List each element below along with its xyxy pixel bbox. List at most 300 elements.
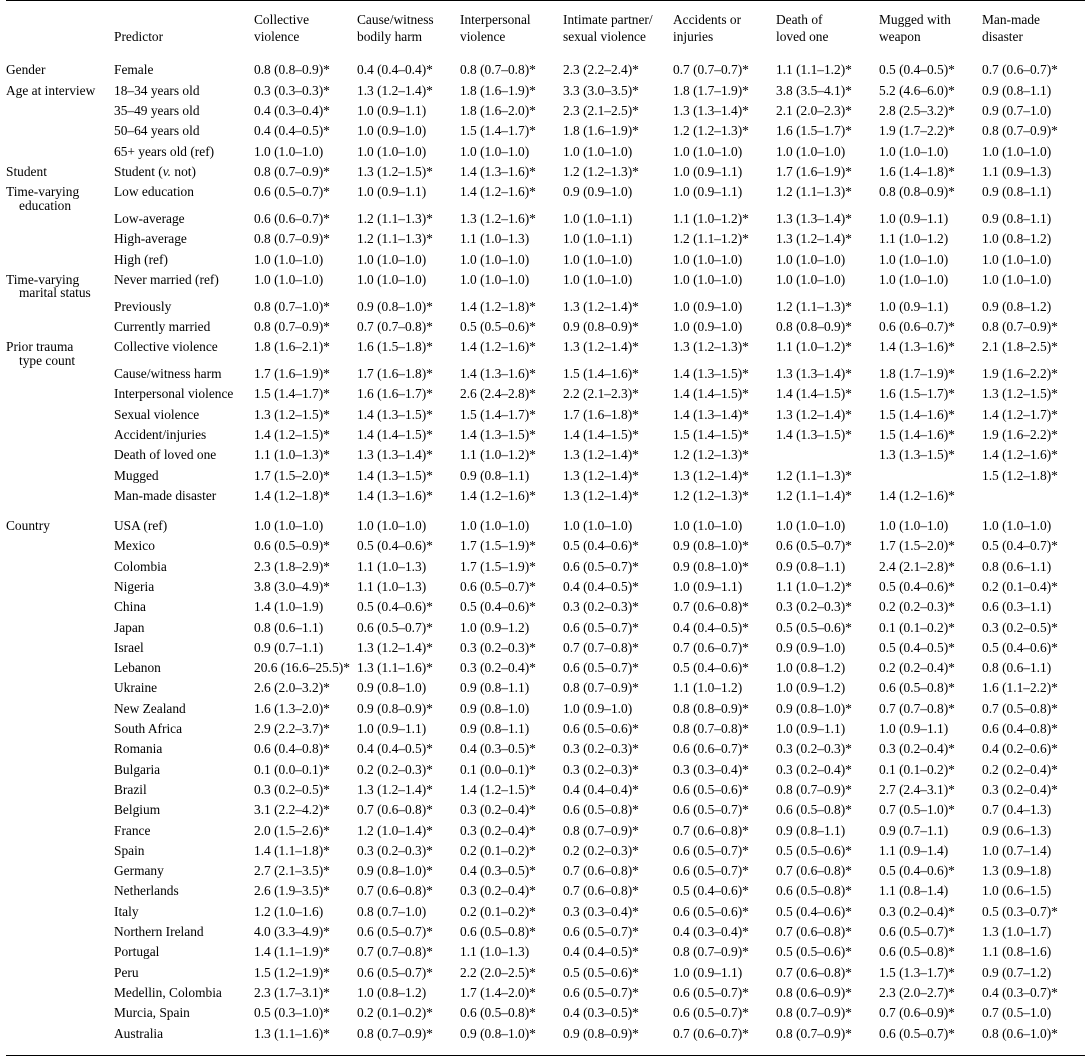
table-row: [6, 428, 1085, 448]
table-row: [6, 253, 1085, 273]
row-group-label: [6, 340, 114, 367]
data-cell: 1.0 (0.9–1.1): [673, 964, 743, 980]
data-cell: 0.7 (0.6–0.8)*: [563, 863, 639, 879]
data-cell: 0.7 (0.4–1.3): [982, 802, 1052, 818]
row-group-label-line2: education: [19, 197, 72, 213]
data-cell: 0.5 (0.4–0.6)*: [982, 639, 1058, 655]
row-predictor-label: High-average: [114, 231, 187, 247]
data-cell: 0.6 (0.5–0.8)*: [776, 802, 852, 818]
row-predictor-label: 18–34 years old: [114, 82, 200, 98]
table-row: [6, 340, 1085, 367]
data-cell: 1.8 (1.6–1.9)*: [460, 82, 536, 98]
row-group-label: [6, 300, 114, 320]
header-group-blank: [6, 1, 114, 55]
data-cell: 1.5 (1.4–1.7)*: [460, 123, 536, 139]
data-cell: 0.5 (0.5–0.6)*: [776, 842, 852, 858]
data-cell: 1.0 (0.9–1.1): [673, 578, 743, 594]
row-predictor-label: Previously: [114, 298, 172, 314]
data-cell: 1.1 (1.0–1.2)*: [776, 578, 852, 594]
data-cell: 1.3 (1.2–1.4)*: [357, 82, 433, 98]
row-predictor-label: Female: [114, 62, 154, 78]
table-row: [6, 367, 1085, 387]
row-group-label: [6, 448, 114, 468]
data-cell: 1.0 (1.0–1.0): [357, 518, 427, 534]
table-row: [6, 824, 1085, 844]
row-group-label: [6, 905, 114, 925]
data-cell: 1.1 (1.0–1.3): [357, 558, 427, 574]
data-cell: 2.1 (2.0–2.3)*: [776, 102, 852, 118]
data-cell: 2.3 (2.2–2.4)*: [563, 62, 639, 78]
data-cell: 0.5 (0.4–0.6)*: [357, 599, 433, 615]
row-predictor-label: Mexico: [114, 538, 155, 554]
row-group-label: Student: [6, 163, 47, 179]
table-row: [6, 722, 1085, 742]
data-cell: 0.9 (0.8–1.0)*: [776, 700, 852, 716]
data-cell: 0.6 (0.5–0.7)*: [357, 619, 433, 635]
row-group-label: [6, 212, 114, 232]
row-group-label: [6, 428, 114, 448]
table-row: [6, 641, 1085, 661]
row-group-label: [6, 864, 114, 884]
data-cell: 1.3 (1.1–1.6)*: [357, 660, 433, 676]
data-cell: 0.8 (0.6–1.1): [254, 619, 324, 635]
data-cell: 1.1 (1.0–1.2): [673, 680, 743, 696]
data-cell: 0.6 (0.5–0.7)*: [357, 924, 433, 940]
row-predictor-label: Collective violence: [114, 339, 218, 355]
data-cell: 0.7 (0.6–0.8)*: [776, 964, 852, 980]
data-cell: 1.0 (0.8–1.2): [357, 984, 427, 1000]
data-cell: 1.0 (1.0–1.0): [254, 251, 324, 267]
data-cell: 1.8 (1.6–2.1)*: [254, 339, 330, 355]
data-cell: 0.4 (0.3–0.4)*: [254, 102, 330, 118]
data-cell: 1.2 (1.1–1.3)*: [776, 184, 852, 200]
data-cell: 0.6 (0.5–0.7)*: [254, 184, 330, 200]
data-cell: 1.5 (1.4–1.6)*: [879, 406, 955, 422]
data-cell: 0.7 (0.6–0.8)*: [563, 883, 639, 899]
row-predictor-label: Japan: [114, 619, 145, 635]
data-cell: 0.4 (0.2–0.6)*: [982, 741, 1058, 757]
row-group-label: [6, 539, 114, 559]
data-cell: 1.3 (1.3–1.4)*: [357, 447, 433, 463]
data-cell: 2.1 (1.8–2.5)*: [982, 339, 1058, 355]
row-group-label: [6, 273, 114, 300]
table-row: [6, 560, 1085, 580]
header-death-of-loved-one: [776, 1, 879, 55]
data-cell: 1.0 (0.9–1.1): [357, 102, 427, 118]
data-cell: 1.3 (1.2–1.6)*: [460, 210, 536, 226]
table-row: [6, 681, 1085, 701]
data-cell: 1.2 (1.1–1.2)*: [673, 231, 749, 247]
data-cell: 0.9 (0.9–1.0): [776, 639, 846, 655]
data-cell: 1.4 (1.2–1.7)*: [982, 406, 1058, 422]
data-cell: 1.3 (1.2–1.4)*: [563, 467, 639, 483]
data-cell: 1.0 (1.0–1.0): [776, 251, 846, 267]
row-group-label-line2: type count: [19, 352, 76, 368]
header-intimate-line1: Intimate partner/: [563, 12, 653, 27]
data-cell: 0.8 (0.7–0.9)*: [254, 318, 330, 334]
data-cell: 2.8 (2.5–3.2)*: [879, 102, 955, 118]
row-group-label: [6, 742, 114, 762]
data-cell: 0.3 (0.2–0.4)*: [460, 883, 536, 899]
row-group-label: [6, 986, 114, 1006]
row-group-label: [6, 145, 114, 165]
row-predictor-label: High (ref): [114, 251, 168, 267]
data-cell: 0.3 (0.2–0.3)*: [776, 599, 852, 615]
data-cell: 0.8 (0.6–0.9)*: [776, 984, 852, 1000]
data-cell: 0.8 (0.7–1.0): [357, 903, 427, 919]
data-cell: 2.2 (2.0–2.5)*: [460, 964, 536, 980]
data-cell: 0.2 (0.1–0.4)*: [982, 578, 1058, 594]
bottom-rule-cell: [6, 1047, 1085, 1056]
data-cell: 1.5 (1.4–1.5)*: [673, 426, 749, 442]
table-row: [6, 124, 1085, 144]
data-cell: 0.9 (0.9–1.0): [563, 184, 633, 200]
data-cell: 1.6 (1.5–1.8)*: [357, 339, 433, 355]
data-cell: 1.3 (1.2–1.5)*: [254, 406, 330, 422]
row-predictor-label: Israel: [114, 639, 144, 655]
row-predictor-label: Low education: [114, 184, 194, 200]
data-cell: 1.6 (1.4–1.8)*: [879, 163, 955, 179]
data-cell-empty: [879, 469, 982, 489]
data-cell: 0.9 (0.8–1.1): [776, 822, 846, 838]
data-cell: 0.6 (0.5–0.7)*: [673, 863, 749, 879]
row-predictor-label: USA (ref): [114, 518, 168, 534]
table-row: [6, 300, 1085, 320]
header-accidents-line1: Accidents or: [673, 12, 742, 27]
row-group-label: [6, 824, 114, 844]
table-row: [6, 1027, 1085, 1047]
row-group-label-line1: Prior trauma: [6, 339, 74, 355]
data-cell: 0.6 (0.5–0.7)*: [673, 1005, 749, 1021]
data-cell: 0.4 (0.4–0.5)*: [673, 619, 749, 635]
data-cell: 0.5 (0.5–0.6)*: [563, 964, 639, 980]
data-cell: 0.5 (0.5–0.6)*: [776, 619, 852, 635]
row-predictor-label: 35–49 years old: [114, 102, 200, 118]
row-predictor-label: Never married (ref): [114, 271, 219, 287]
row-group-label: Country: [6, 518, 50, 534]
data-cell: 1.2 (1.1–1.3)*: [357, 210, 433, 226]
data-cell: 0.9 (0.8–1.0): [357, 680, 427, 696]
data-cell: 1.4 (1.1–1.8)*: [254, 842, 330, 858]
data-cell: 1.0 (1.0–1.0): [563, 518, 633, 534]
row-predictor-label: New Zealand: [114, 700, 186, 716]
data-cell: 0.9 (0.8–1.1): [460, 721, 530, 737]
row-predictor-label: Cause/witness harm: [114, 366, 222, 382]
data-cell: 2.0 (1.5–2.6)*: [254, 822, 330, 838]
data-cell: 1.4 (1.4–1.5)*: [357, 426, 433, 442]
table-row: [6, 145, 1085, 165]
header-collective-line2: violence: [254, 29, 300, 45]
data-cell: 0.8 (0.7–0.9)*: [982, 318, 1058, 334]
table-row: [6, 600, 1085, 620]
data-cell: 0.5 (0.4–0.6)*: [879, 578, 955, 594]
data-cell: 0.9 (0.7–1.0): [982, 102, 1052, 118]
row-group-label: Gender: [6, 62, 46, 78]
header-cause-line1: Cause/witness: [357, 12, 434, 27]
data-cell: 1.0 (1.0–1.0): [460, 251, 530, 267]
data-cell: 0.5 (0.4–0.6)*: [563, 538, 639, 554]
data-cell: 0.9 (0.8–0.9)*: [357, 700, 433, 716]
data-cell: 2.6 (2.0–3.2)*: [254, 680, 330, 696]
data-cell: 1.4 (1.2–1.6)*: [879, 487, 955, 503]
data-cell: 0.6 (0.5–0.8)*: [563, 802, 639, 818]
data-cell: 1.5 (1.4–1.6)*: [563, 366, 639, 382]
row-group-label: [6, 1006, 114, 1026]
data-cell: 0.7 (0.7–0.8)*: [357, 944, 433, 960]
data-cell: 0.7 (0.6–0.9)*: [879, 1005, 955, 1021]
header-accidents-or-injuries: [673, 1, 776, 55]
row-predictor-label: South Africa: [114, 721, 183, 737]
data-cell: 0.5 (0.4–0.5)*: [879, 62, 955, 78]
data-cell: 0.6 (0.5–0.7)*: [460, 578, 536, 594]
table-row: [6, 945, 1085, 965]
data-cell: 1.5 (1.4–1.7)*: [460, 406, 536, 422]
data-cell: 2.3 (1.7–3.1)*: [254, 984, 330, 1000]
data-cell: 0.6 (0.5–0.7)*: [776, 538, 852, 554]
data-cell: 0.6 (0.5–0.8)*: [460, 1005, 536, 1021]
table-row: [6, 320, 1085, 340]
data-cell: 2.3 (2.0–2.7)*: [879, 984, 955, 1000]
data-cell: 1.5 (1.3–1.7)*: [879, 964, 955, 980]
data-cell: 1.4 (1.3–1.6)*: [460, 366, 536, 382]
table-row: [6, 84, 1085, 104]
row-predictor-label: Nigeria: [114, 578, 155, 594]
data-cell: 1.0 (0.6–1.5): [982, 883, 1052, 899]
table-row: [6, 884, 1085, 904]
table-row: [6, 212, 1085, 232]
data-cell: 1.3 (1.3–1.4)*: [776, 210, 852, 226]
data-cell: 0.9 (0.8–1.1): [982, 184, 1052, 200]
data-cell: 1.7 (1.4–2.0)*: [460, 984, 536, 1000]
data-cell: 0.6 (0.5–0.7)*: [563, 558, 639, 574]
row-predictor-label: Netherlands: [114, 883, 179, 899]
table-header: [6, 1, 1085, 55]
row-predictor-label: Death of loved one: [114, 447, 217, 463]
data-cell: 1.2 (1.2–1.3)*: [673, 123, 749, 139]
row-group-label: [6, 469, 114, 489]
row-group-label: [6, 408, 114, 428]
data-cell: 0.8 (0.7–1.0)*: [254, 298, 330, 314]
data-cell: 0.6 (0.5–0.7)*: [563, 984, 639, 1000]
data-cell: 0.6 (0.5–0.7)*: [673, 802, 749, 818]
data-cell: 1.3 (1.2–1.4)*: [563, 447, 639, 463]
data-cell: 0.5 (0.4–0.6)*: [776, 903, 852, 919]
data-cell: 0.1 (0.1–0.2)*: [879, 619, 955, 635]
header-collective-line1: Collective: [254, 12, 310, 27]
data-cell: 1.4 (1.4–1.5)*: [776, 386, 852, 402]
data-cell: 0.9 (0.7–1.1): [254, 639, 324, 655]
row-group-label: [6, 124, 114, 144]
row-group-label: [6, 722, 114, 742]
data-cell: 0.8 (0.6–1.0)*: [982, 1025, 1058, 1041]
data-cell: 0.1 (0.0–0.1)*: [254, 761, 330, 777]
data-cell: 0.6 (0.5–0.6)*: [673, 781, 749, 797]
row-predictor-label: Italy: [114, 903, 139, 919]
data-cell: 1.0 (1.0–1.0): [460, 143, 530, 159]
data-cell: 0.8 (0.7–0.9)*: [563, 680, 639, 696]
row-group-label: [6, 783, 114, 803]
data-cell: 1.0 (0.9–1.1): [673, 184, 743, 200]
data-cell: 1.4 (1.4–1.5)*: [563, 426, 639, 442]
data-cell: 0.1 (0.1–0.2)*: [879, 761, 955, 777]
data-cell: 1.0 (1.0–1.0): [460, 518, 530, 534]
row-predictor-label: Ukraine: [114, 680, 158, 696]
data-cell: 0.2 (0.2–0.3)*: [879, 599, 955, 615]
data-cell: 2.7 (2.1–3.5)*: [254, 863, 330, 879]
row-group-label: [6, 367, 114, 387]
data-cell: 0.8 (0.7–0.9)*: [982, 123, 1058, 139]
data-cell: 1.9 (1.7–2.2)*: [879, 123, 955, 139]
data-cell: 0.4 (0.3–0.7)*: [982, 984, 1058, 1000]
header-row: [6, 1, 1085, 55]
data-cell: 1.0 (1.0–1.0): [460, 271, 530, 287]
data-cell: 1.0 (1.0–1.0): [563, 251, 633, 267]
data-cell: 0.4 (0.3–0.4)*: [673, 924, 749, 940]
data-cell: 0.5 (0.5–0.6)*: [776, 944, 852, 960]
table-row: [6, 408, 1085, 428]
data-cell: 0.7 (0.5–1.0): [982, 1005, 1052, 1021]
data-cell: 1.0 (1.0–1.0): [254, 518, 324, 534]
data-cell: 0.7 (0.6–0.8)*: [673, 822, 749, 838]
data-cell: 1.0 (1.0–1.0): [982, 143, 1052, 159]
row-group-label-line2: marital status: [19, 285, 91, 301]
data-cell: 0.2 (0.2–0.3)*: [563, 842, 639, 858]
header-manmade-line2: disaster: [982, 29, 1023, 45]
data-cell: 1.1 (0.8–1.4): [879, 883, 949, 899]
data-cell: 1.1 (1.0–1.2)*: [460, 447, 536, 463]
data-cell: 0.7 (0.6–0.8)*: [776, 863, 852, 879]
data-cell: 1.4 (1.3–1.6)*: [460, 163, 536, 179]
data-cell: 1.6 (1.1–2.2)*: [982, 680, 1058, 696]
row-group-label: [6, 844, 114, 864]
data-cell: 0.8 (0.7–0.9)*: [563, 822, 639, 838]
data-cell: 0.9 (0.8–1.0)*: [357, 863, 433, 879]
data-cell: 0.5 (0.3–1.0)*: [254, 1005, 330, 1021]
data-cell: 0.5 (0.5–0.6)*: [460, 318, 536, 334]
table-row: [6, 661, 1085, 681]
data-cell: 0.6 (0.5–0.8)*: [879, 944, 955, 960]
data-cell: 1.0 (0.9–1.1): [879, 721, 949, 737]
header-cause-witness-bodily-harm: [357, 1, 460, 55]
data-cell: 0.6 (0.5–0.7)*: [673, 984, 749, 1000]
data-cell: 1.0 (1.0–1.0): [254, 143, 324, 159]
data-cell: 1.0 (0.9–1.1): [776, 721, 846, 737]
data-cell: 0.7 (0.6–0.8)*: [357, 802, 433, 818]
row-predictor-label: Germany: [114, 863, 164, 879]
header-death-line1: Death of: [776, 12, 823, 27]
row-group-label-line1: Time-varying: [6, 184, 80, 200]
table-row: [6, 864, 1085, 884]
row-predictor-label: Northern Ireland: [114, 924, 204, 940]
data-cell: 1.4 (1.3–1.6)*: [879, 339, 955, 355]
data-cell: 0.8 (0.6–1.1): [982, 558, 1052, 574]
row-group-label: [6, 560, 114, 580]
data-cell: 1.4 (1.0–1.9): [254, 599, 324, 615]
data-cell: 0.8 (0.8–0.9)*: [879, 184, 955, 200]
data-cell: 1.0 (1.0–1.0): [879, 143, 949, 159]
data-cell: 0.3 (0.2–0.5)*: [982, 619, 1058, 635]
data-cell: 1.7 (1.5–1.9)*: [460, 558, 536, 574]
row-group-label: [6, 702, 114, 722]
table-row: [6, 387, 1085, 407]
row-predictor-label: China: [114, 599, 146, 615]
data-cell: 0.6 (0.5–0.8)*: [460, 924, 536, 940]
data-cell: 0.8 (0.6–1.1): [982, 660, 1052, 676]
data-cell: 0.5 (0.4–0.6)*: [673, 660, 749, 676]
data-cell: 0.4 (0.4–0.5)*: [563, 944, 639, 960]
row-predictor-label: Lebanon: [114, 660, 161, 676]
data-cell: 1.1 (1.0–1.3)*: [254, 447, 330, 463]
table-row: [6, 966, 1085, 986]
data-cell: 1.0 (1.0–1.0): [879, 271, 949, 287]
header-predictor-line2: Predictor: [114, 29, 164, 45]
table-row: [6, 763, 1085, 783]
table-row: [6, 448, 1085, 468]
table-body: [6, 54, 1085, 1047]
data-cell: 0.7 (0.7–0.8)*: [563, 639, 639, 655]
data-cell: 1.8 (1.7–1.9)*: [673, 82, 749, 98]
data-cell: 1.0 (0.9–1.0): [357, 123, 427, 139]
data-cell: 0.9 (0.8–1.0): [460, 700, 530, 716]
data-cell: 1.4 (1.2–1.6)*: [460, 184, 536, 200]
data-cell: 1.4 (1.3–1.5)*: [673, 366, 749, 382]
data-cell: 1.0 (0.9–1.2): [460, 619, 530, 635]
table-row: [6, 185, 1085, 212]
row-group-label: [6, 580, 114, 600]
header-manmade-line1: Man-made: [982, 12, 1041, 27]
data-cell: 0.3 (0.2–0.3)*: [357, 842, 433, 858]
data-cell: 0.1 (0.0–0.1)*: [460, 761, 536, 777]
data-cell: 0.3 (0.2–0.4)*: [460, 660, 536, 676]
data-cell: 1.3 (1.2–1.3)*: [673, 339, 749, 355]
data-cell: 1.2 (1.1–1.3)*: [776, 467, 852, 483]
data-cell: 1.3 (1.2–1.4)*: [563, 487, 639, 503]
data-cell: 1.0 (1.0–1.0): [673, 251, 743, 267]
data-cell: 0.7 (0.7–0.8)*: [357, 318, 433, 334]
data-cell: 0.4 (0.4–0.5)*: [254, 123, 330, 139]
data-cell: 1.0 (0.9–1.1): [357, 184, 427, 200]
data-cell-empty: [982, 489, 1085, 509]
data-cell: 1.0 (1.0–1.0): [776, 143, 846, 159]
table-row: [6, 580, 1085, 600]
header-mugged-with-weapon: [879, 1, 982, 55]
data-cell: 1.7 (1.5–2.0)*: [879, 538, 955, 554]
data-cell: 1.0 (1.0–1.0): [673, 143, 743, 159]
data-cell: 1.1 (1.0–1.3): [460, 944, 530, 960]
data-cell: 1.3 (1.2–1.4)*: [357, 639, 433, 655]
data-cell: 1.0 (1.0–1.0): [673, 271, 743, 287]
data-cell: 1.7 (1.6–1.9)*: [254, 366, 330, 382]
data-cell: 0.7 (0.6–0.8)*: [673, 599, 749, 615]
header-cause-line2: bodily harm: [357, 29, 423, 45]
table-row: [6, 844, 1085, 864]
data-cell: 1.0 (0.9–1.1): [673, 163, 743, 179]
data-cell: 1.0 (0.9–1.1): [357, 721, 427, 737]
row-predictor-label: Medellin, Colombia: [114, 984, 222, 1000]
data-cell: 1.7 (1.5–2.0)*: [254, 467, 330, 483]
row-predictor-label: Belgium: [114, 802, 161, 818]
table-row: [6, 273, 1085, 300]
data-cell: 1.3 (0.9–1.8): [982, 863, 1052, 879]
data-cell: 0.4 (0.4–0.5)*: [357, 741, 433, 757]
data-cell: 0.4 (0.4–0.4)*: [357, 62, 433, 78]
data-cell: 1.7 (1.5–1.9)*: [460, 538, 536, 554]
data-cell: 1.0 (1.0–1.0): [776, 518, 846, 534]
header-intimate-partner-sexual-violence: [563, 1, 673, 55]
data-cell: 1.0 (0.9–1.0): [563, 700, 633, 716]
data-cell: 1.3 (1.0–1.7): [982, 924, 1052, 940]
data-cell: 0.9 (0.7–1.2): [982, 964, 1052, 980]
